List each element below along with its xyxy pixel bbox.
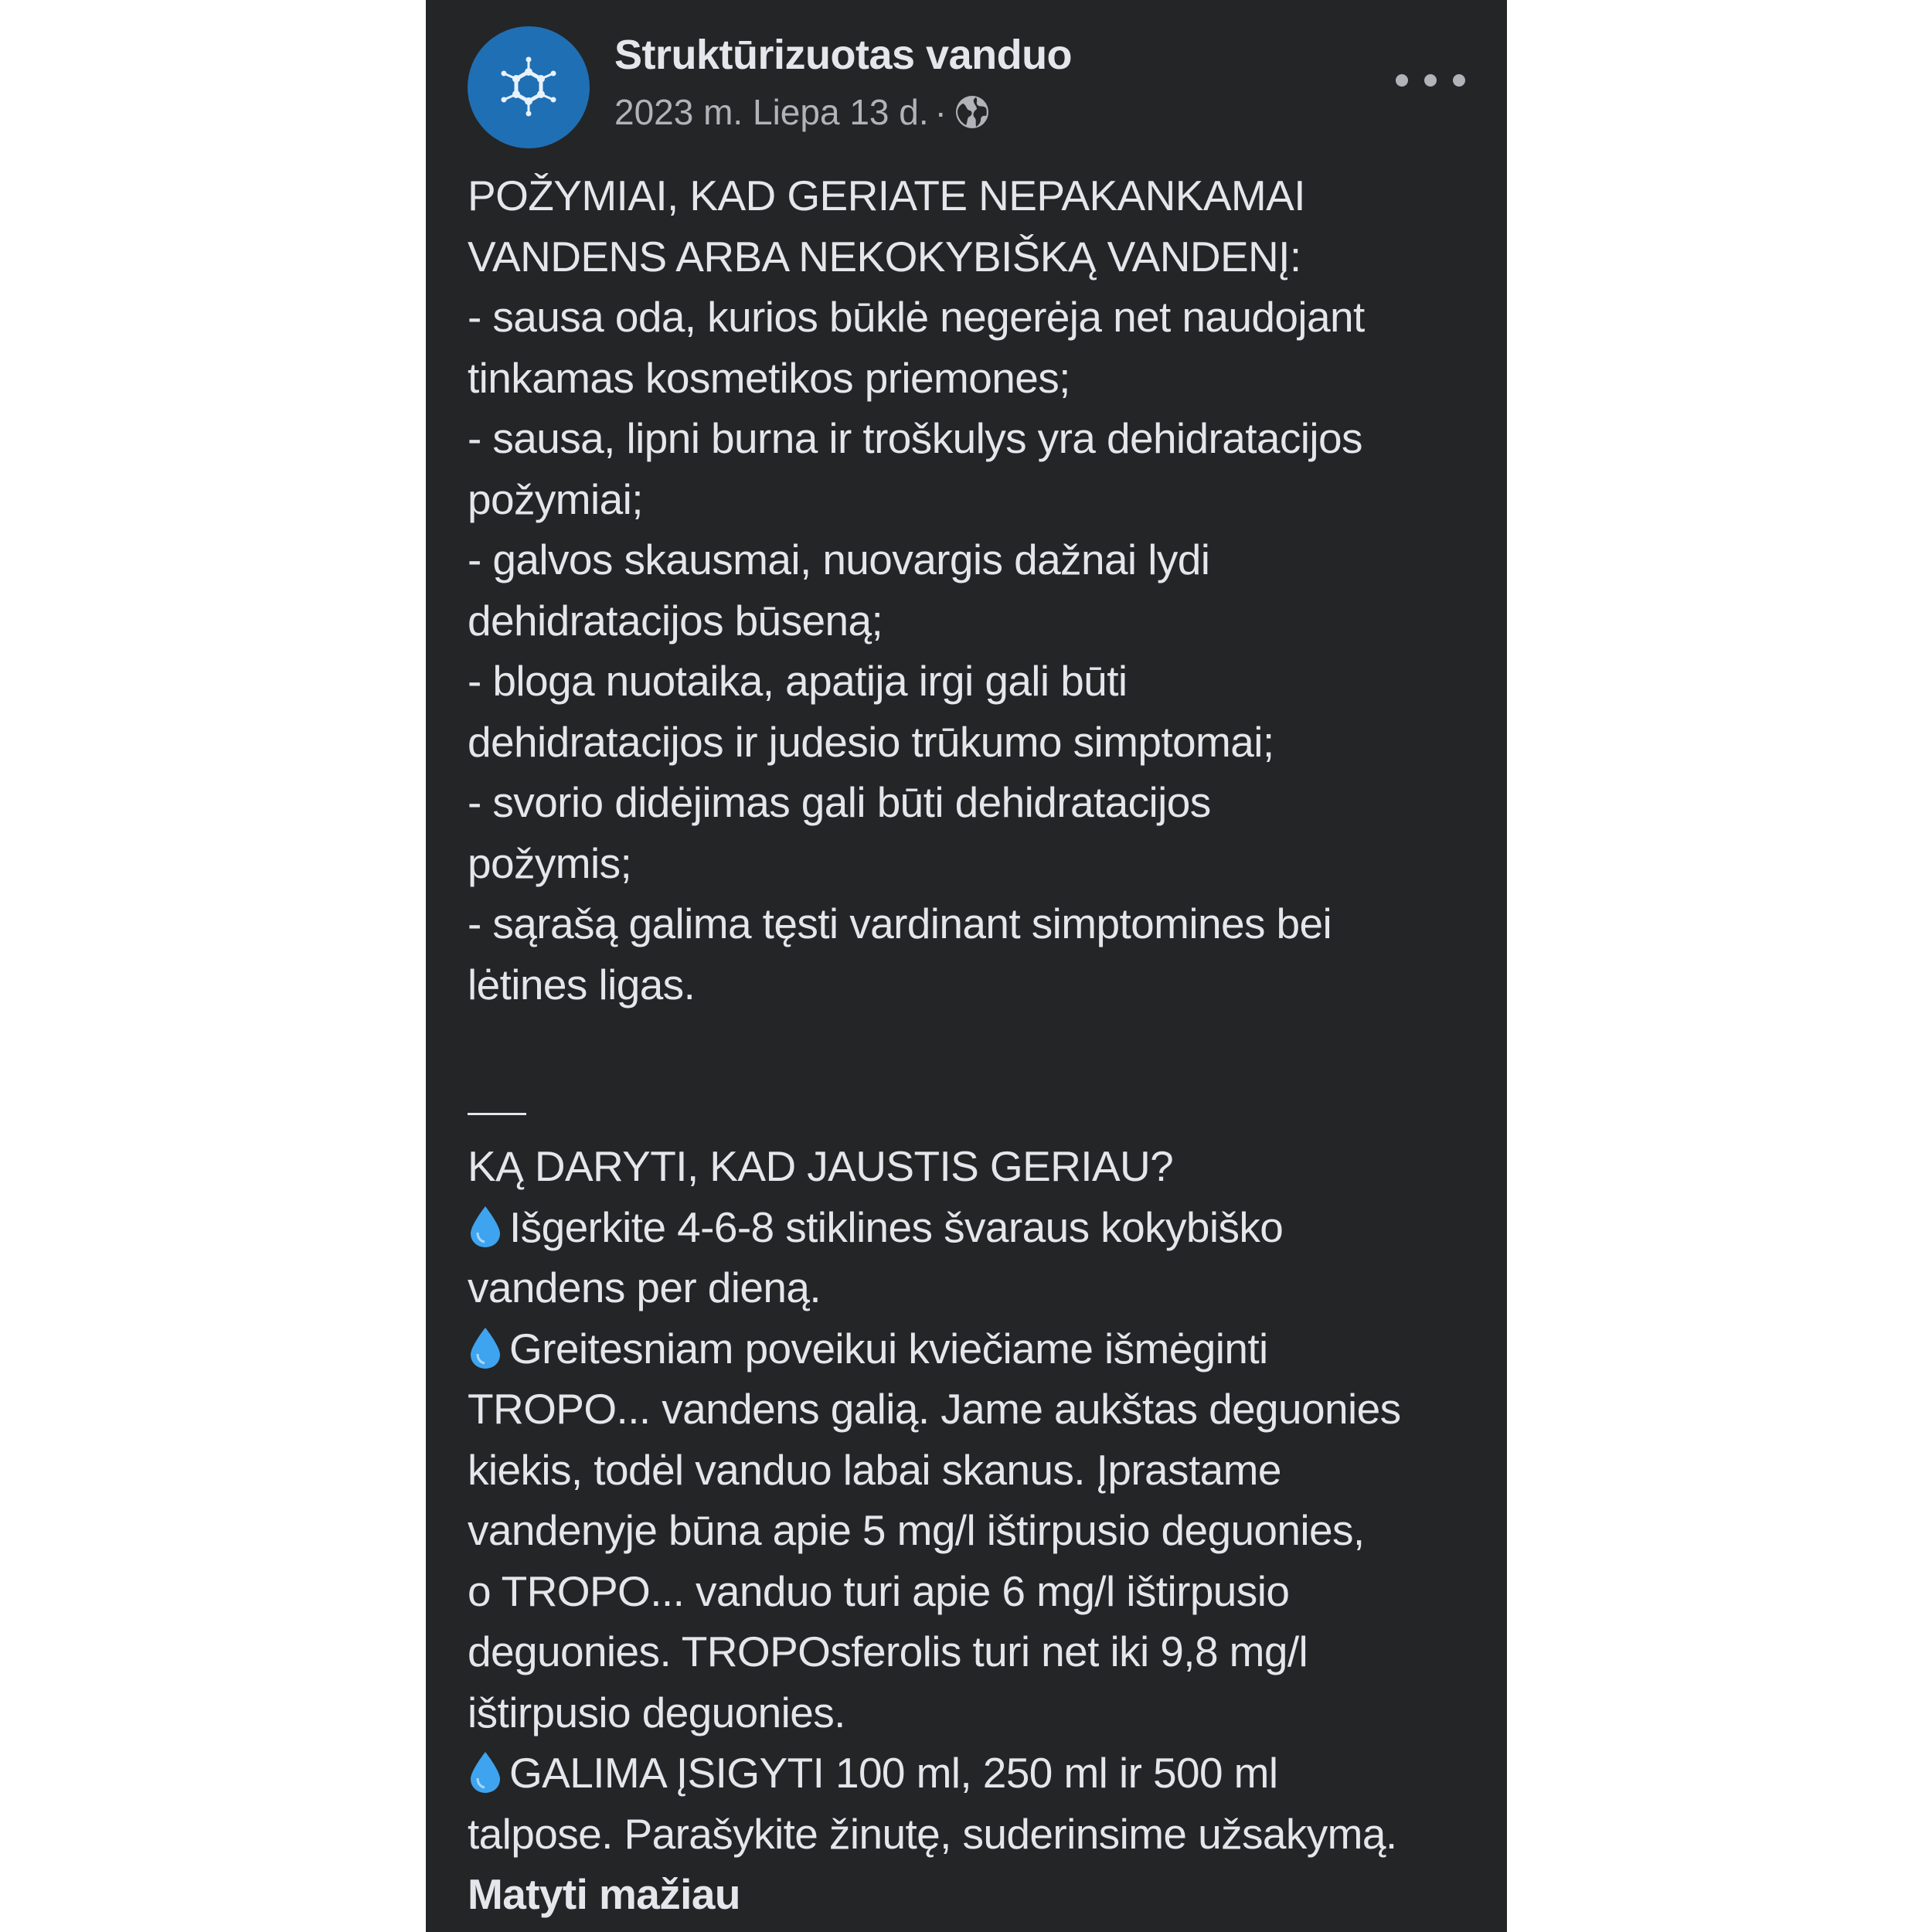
symptom-line: požymiai; [468,474,643,523]
droplet-icon [468,1205,503,1248]
post-text [468,165,1480,1925]
more-options-button[interactable] [1396,65,1465,96]
symptom-line: lėtines ligas. [468,960,696,1009]
page-name-link[interactable]: Struktūrizuotas vanduo [614,32,1073,78]
more-options-icon-dot [1453,74,1465,87]
symptom-line: - sausa oda, kurios būklė negerėja net naudojant [468,293,1365,341]
post-meta [614,91,992,133]
post-header [468,26,1465,150]
symptom-line: - sausa, lipni burna ir troškulys yra dehidratacijos [468,414,1362,462]
tip-line: vandenyje būna apie 5 mg/l ištirpusio deguonies, [468,1506,1365,1554]
blank-line [468,1015,1480,1076]
page-avatar[interactable] [468,26,590,148]
post-date-link[interactable]: 2023 m. Liepa 13 d. [614,92,929,132]
tip-line: ištirpusio deguonies. [468,1688,845,1736]
symptom-line: dehidratacijos ir judesio trūkumo simptomai; [468,717,1274,766]
tip-text: GALIMA ĮSIGYTI 100 ml, 250 ml ir 500 ml [509,1749,1278,1797]
droplet-icon [468,1750,503,1794]
post-heading-line: VANDENS ARBA NEKOKYBIŠKĄ VANDENĮ: [468,232,1301,281]
symptom-line: - bloga nuotaika, apatija irgi gali būti [468,657,1128,705]
more-options-icon [1396,74,1408,87]
symptom-line: - galvos skausmai, nuovargis dažnai lydi [468,536,1210,583]
tip-line [468,1318,1480,1379]
tip-line: talpose. Parašykite žinutę, suderinsime užsakymą. [468,1809,1397,1858]
symptom-line: dehidratacijos būseną; [468,596,883,645]
meta-separator: · [934,92,947,132]
symptom-line: - sąrašą galima tęsti vardinant simptomines bei [468,900,1332,947]
see-less-button[interactable]: Matyti mažiau [468,1870,740,1918]
tip-text: Greitesniam poveikui kviečiame išmėginti [509,1324,1268,1372]
tip-line: kiekis, todėl vanduo labai skanus. Įprastame [468,1445,1281,1494]
more-options-icon-dot [1424,74,1437,87]
section-question: KĄ DARYTI, KAD JAUSTIS GERIAU? [468,1142,1174,1190]
tip-line [468,1743,1480,1804]
tip-text: Išgerkite 4-6-8 stiklines švaraus kokybiško [509,1202,1284,1251]
symptom-line: požymis; [468,838,632,887]
molecule-logo-icon [493,52,564,123]
section-divider [468,1076,1480,1137]
symptom-line: tinkamas kosmetikos priemones; [468,353,1070,402]
facebook-post-card [426,0,1507,1932]
tip-line [468,1197,1480,1258]
tip-line: TROPO... vandens galią. Jame aukštas deguonies [468,1385,1401,1433]
globe-icon[interactable] [953,93,992,131]
symptom-line: - svorio didėjimas gali būti dehidratacijos [468,778,1211,826]
tip-line: deguonies. TROPOsferolis turi net iki 9,8 mg/l [468,1628,1308,1675]
tip-line: o TROPO... vanduo turi apie 6 mg/l ištirpusio [468,1566,1290,1615]
droplet-icon [468,1326,503,1369]
tip-line: vandens per dieną. [468,1264,821,1311]
post-heading-line: POŽYMIAI, KAD GERIATE NEPAKANKAMAI [468,172,1305,219]
